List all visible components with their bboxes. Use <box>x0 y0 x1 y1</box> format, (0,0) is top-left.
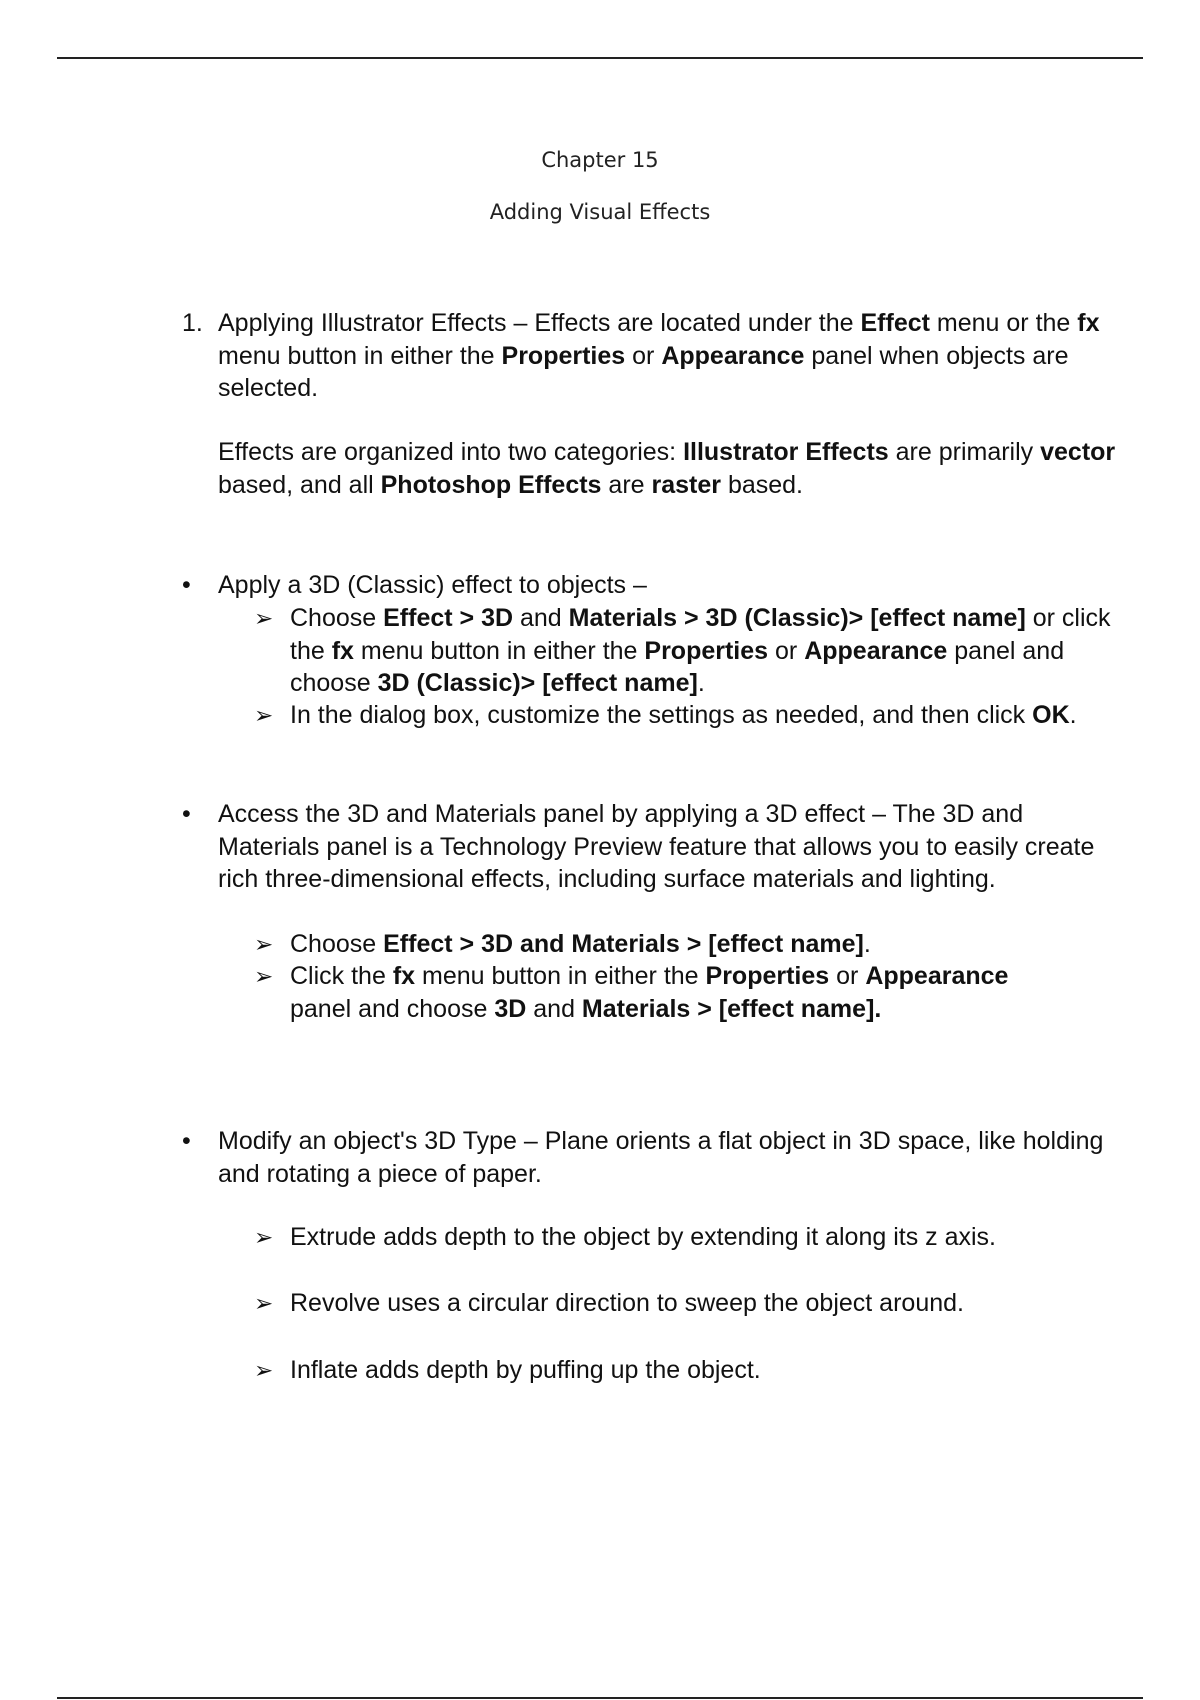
bullet1-text: Apply a 3D (Classic) effect to objects – <box>218 571 647 599</box>
bullet-icon: • <box>182 1127 191 1155</box>
bullet1-sub1: Choose Effect > 3D and Materials > 3D (Classic)> [effect name] or click the fx menu button in either the Properties or Appearance panel and choose 3D (Classic)> [effect name]. <box>290 604 1111 697</box>
bullet3-sub2: Revolve uses a circular direction to sweep the object around. <box>290 1289 964 1317</box>
arrow-bullet-icon: ➢ <box>254 931 274 957</box>
bullet-icon: • <box>182 800 191 828</box>
arrow-bullet-icon: ➢ <box>254 1357 274 1383</box>
bullet2-sub1: Choose Effect > 3D and Materials > [effect name]. <box>290 930 871 958</box>
chapter-title: Adding Visual Effects <box>489 200 711 224</box>
bullet2-text: Access the 3D and Materials panel by applying a 3D effect – The 3D and Materials panel is a Technology Preview feature that allows you to easily create rich three-dimensional effects, including surface materials and lighting. <box>218 800 1095 893</box>
top-rule <box>57 57 1143 59</box>
arrow-bullet-icon: ➢ <box>254 1290 274 1316</box>
bottom-rule <box>57 1697 1143 1699</box>
bullet-icon: • <box>182 571 191 599</box>
section1-paragraph2: Effects are organized into two categories: Illustrator Effects are primarily vector based, and all Photoshop Effects are raster based. <box>218 438 1116 499</box>
bullet3-text: Modify an object's 3D Type – Plane orients a flat object in 3D space, like holding and rotating a piece of paper. <box>218 1127 1104 1188</box>
list-number: 1. <box>182 309 203 337</box>
section1-paragraph1: Applying Illustrator Effects – Effects are located under the Effect menu or the fx menu button in either the Properties or Appearance panel when objects are selected. <box>218 309 1100 402</box>
arrow-bullet-icon: ➢ <box>254 1224 274 1250</box>
bullet3-sub3: Inflate adds depth by puffing up the object. <box>290 1356 761 1384</box>
bullet2-sub2: Click the fx menu button in either the Properties or Appearance panel and choose 3D and Materials > [effect name]. <box>290 962 1009 1023</box>
arrow-bullet-icon: ➢ <box>254 605 274 631</box>
chapter-label: Chapter 15 <box>541 148 659 172</box>
bullet3-sub1: Extrude adds depth to the object by extending it along its z axis. <box>290 1223 996 1251</box>
arrow-bullet-icon: ➢ <box>254 702 274 728</box>
bullet1-sub2: In the dialog box, customize the settings as needed, and then click OK. <box>290 701 1077 729</box>
arrow-bullet-icon: ➢ <box>254 963 274 989</box>
